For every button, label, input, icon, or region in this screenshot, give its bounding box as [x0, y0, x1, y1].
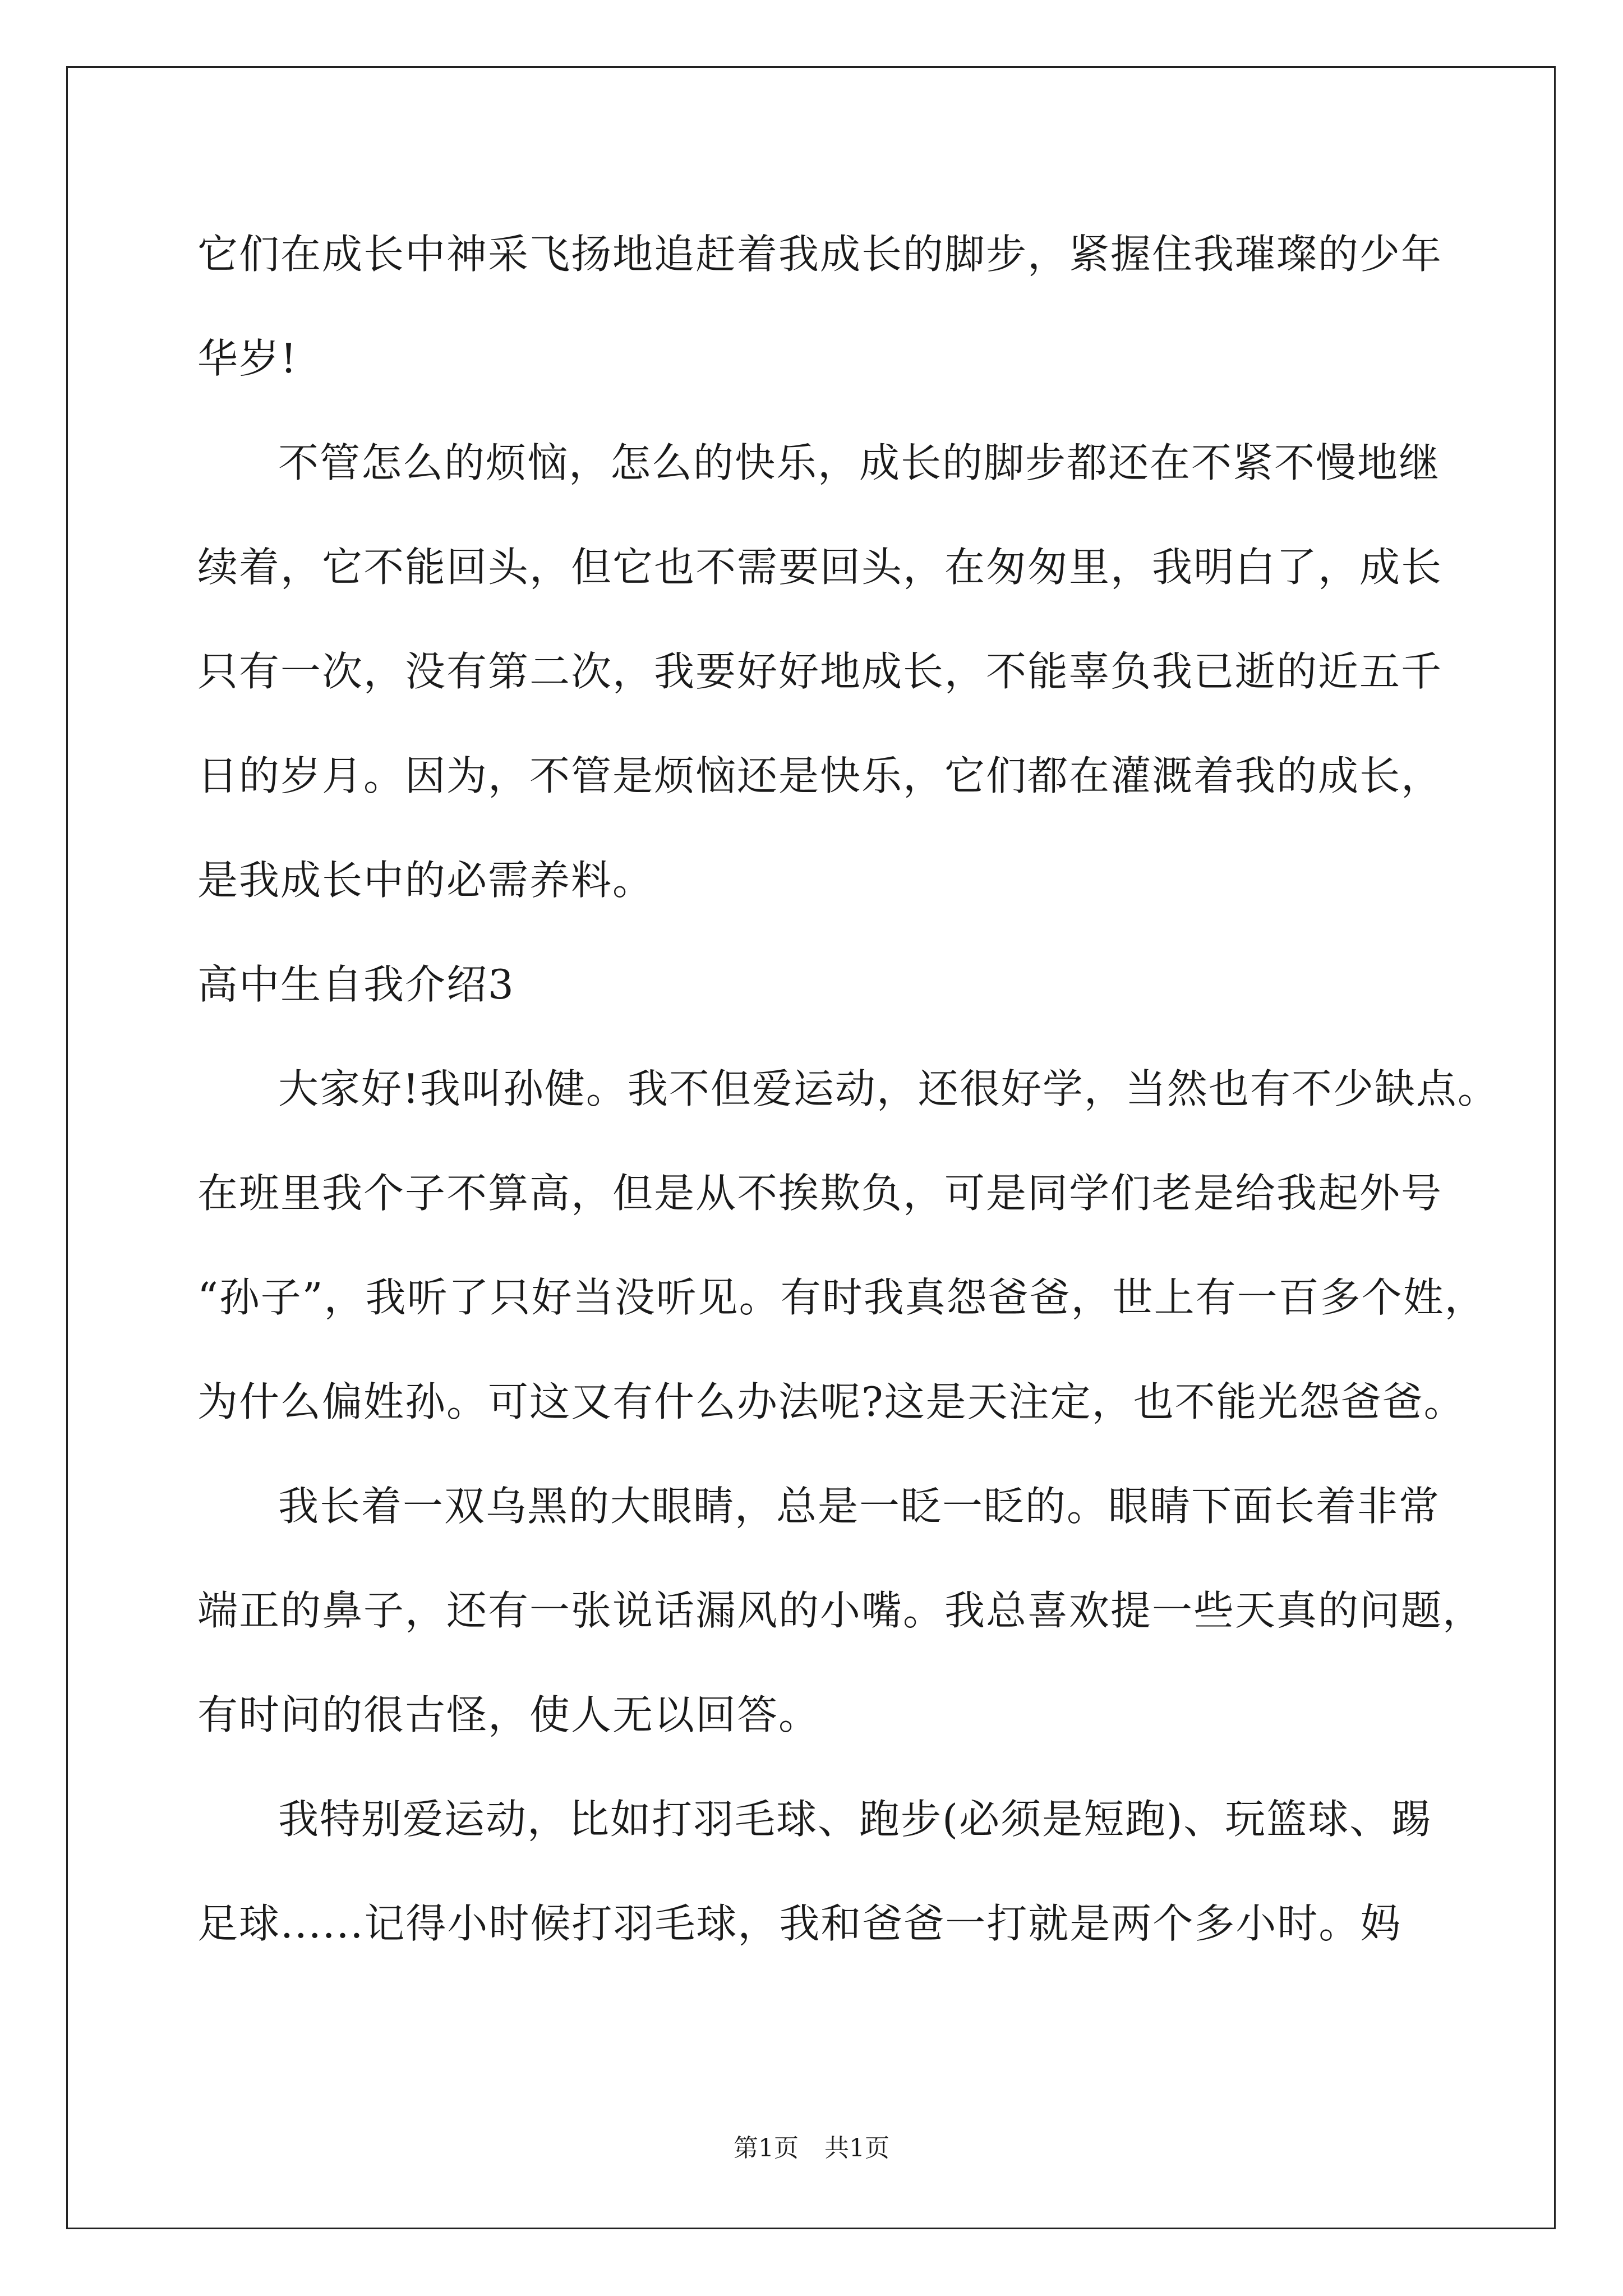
text-line: 在班里我个子不算高，但是从不挨欺负，可是同学们老是给我起外号: [197, 1170, 1443, 1217]
text-line: 它们在成长中神采飞扬地追赶着我成长的脚步，紧握住我璀璨的少年: [197, 231, 1443, 278]
text-line: 有时问的很古怪，使人无以回答。: [197, 1691, 820, 1738]
text-line: 是我成长中的必需养料。: [197, 857, 654, 904]
paragraph-start: 我特别爱运动，比如打羽毛球、跑步(必须是短跑)、玩篮球、踢: [278, 1796, 1433, 1843]
text-line: 为什么偏姓孙。可这又有什么办法呢?这是天注定，也不能光怨爸爸。: [197, 1378, 1465, 1425]
page-number: 第1页: [734, 2134, 799, 2162]
text-line: “孙子”，我听了只好当没听见。有时我真怨爸爸，世上有一百多个姓，: [197, 1274, 1486, 1321]
paragraph-start: 大家好!我叫孙健。我不但爱运动，还很好学，当然也有不少缺点。: [278, 1065, 1499, 1112]
page-total: 共1页: [824, 2134, 889, 2162]
paragraph-start: 不管怎么的烦恼，怎么的快乐，成长的脚步都还在不紧不慢地继: [278, 439, 1441, 486]
text-line: 足球......记得小时候打羽毛球，我和爸爸一打就是两个多小时。妈: [197, 1900, 1402, 1947]
text-line: 续着，它不能回头，但它也不需要回头，在匆匆里，我明白了，成长: [197, 544, 1443, 591]
section-heading: 高中生自我介绍3: [197, 961, 515, 1008]
text-line: 端正的鼻子，还有一张说话漏风的小嘴。我总喜欢提一些天真的问题，: [197, 1587, 1484, 1634]
paragraph-start: 我长着一双乌黑的大眼睛，总是一眨一眨的。眼睛下面长着非常: [278, 1483, 1441, 1530]
document-body: [197, 202, 1499, 1976]
text-line: 日的岁月。因为，不管是烦恼还是快乐，它们都在灌溉着我的成长，: [197, 752, 1443, 799]
page-footer: [0, 2132, 1623, 2165]
text-line: 华岁!: [197, 335, 298, 382]
text-line: 只有一次，没有第二次，我要好好地成长，不能辜负我已逝的近五千: [197, 648, 1443, 695]
